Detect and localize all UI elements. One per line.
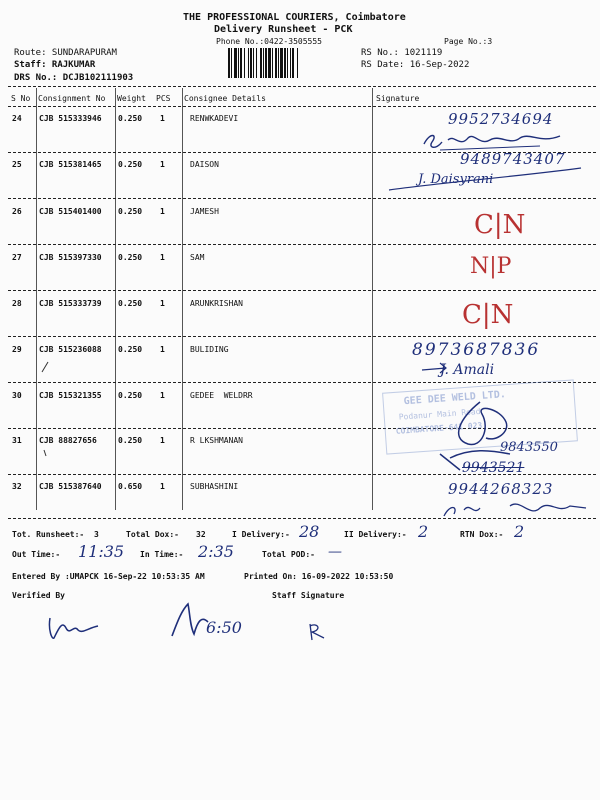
handwritten-status: N|P <box>470 254 512 279</box>
row-pcs: 1 <box>160 299 165 308</box>
row-weight: 0.250 <box>118 253 143 262</box>
row-pcs: 1 <box>160 482 165 491</box>
ink-mark <box>40 356 60 376</box>
company-name: THE PROFESSIONAL COURIERS, Coimbatore <box>183 12 406 23</box>
row-consignment: CJB 515321355 <box>39 391 102 400</box>
col-header-weight: Weight <box>117 94 146 103</box>
col-header-consignee: Consignee Details <box>184 94 266 103</box>
in-time-label: In Time:- <box>140 550 184 559</box>
row-pcs: 1 <box>160 253 165 262</box>
signature-time: 6:50 <box>206 618 242 637</box>
handwritten-signature <box>440 496 590 522</box>
ii-delivery-label: II Delivery:- <box>344 530 407 539</box>
row-consignee: RENWKADEVI <box>190 114 239 123</box>
row-weight: 0.250 <box>118 391 143 400</box>
printed-on: Printed On: 16-09-2022 10:53:50 <box>244 572 394 581</box>
row-weight: 0.250 <box>118 436 143 445</box>
barcode-bar <box>256 48 257 78</box>
row-weight: 0.250 <box>118 114 143 123</box>
col-header-sno: S No <box>11 94 31 103</box>
barcode-bar <box>297 48 298 78</box>
col-header-consignment: Consignment No <box>38 94 106 103</box>
row-divider <box>8 336 596 337</box>
row-consignment: CJB 515387640 <box>39 482 102 491</box>
barcode-bar <box>260 48 262 78</box>
out-time-value: 11:35 <box>78 542 125 561</box>
i-delivery-value: 28 <box>299 522 320 541</box>
rs-number: RS No.: 1021119 <box>361 48 443 58</box>
row-pcs: 1 <box>160 114 165 123</box>
phone-number: Phone No.:0422-3505555 <box>216 37 322 46</box>
handwritten-phone: 9944268323 <box>448 480 554 498</box>
row-consignee: R LKSHMANAN <box>190 436 243 445</box>
row-consignment: CJB 515401400 <box>39 207 102 216</box>
row-consignee: JAMESH <box>190 207 219 216</box>
row-consignee: SUBHASHINI <box>190 482 239 491</box>
total-dox-label: Total Dox:- <box>126 530 179 539</box>
barcode-bar <box>238 48 239 78</box>
handwritten-name: J. Daisyrani <box>418 172 494 187</box>
verified-by-label: Verified By <box>12 591 65 600</box>
row-consignment: CJB 515236088 <box>39 345 102 354</box>
row-divider <box>8 244 596 245</box>
row-pcs: 1 <box>160 391 165 400</box>
row-divider <box>8 198 596 199</box>
row-weight: 0.650 <box>118 482 143 491</box>
stamp-line: COIMBATORE-641 023 <box>395 420 483 436</box>
divider <box>8 86 596 87</box>
row-consignee: BULIDING <box>190 345 229 354</box>
barcode-bar <box>287 48 288 78</box>
staff: Staff: RAJKUMAR <box>14 60 96 70</box>
barcode-bar <box>244 48 245 78</box>
barcode-bar <box>278 48 279 78</box>
barcode-bar <box>228 48 230 78</box>
row-consignment: CJB 515397330 <box>39 253 102 262</box>
rs-date: RS Date: 16-Sep-2022 <box>361 60 470 70</box>
row-weight: 0.250 <box>118 207 143 216</box>
out-time-label: Out Time:- <box>12 550 61 559</box>
barcode-bar <box>272 48 273 78</box>
stamp-line: Podanur Main Road <box>398 406 481 422</box>
barcode-bar <box>263 48 264 78</box>
row-weight: 0.250 <box>118 299 143 308</box>
rtn-dox-label: RTN Dox:- <box>460 530 504 539</box>
arrow-mark <box>420 360 450 380</box>
col-header-signature: Signature <box>376 94 420 103</box>
handwritten-phone: 9489743407 <box>460 150 566 168</box>
handwritten-status: C|N <box>462 300 514 330</box>
total-runsheet-label: Tot. Runsheet:- <box>12 530 85 539</box>
row-consignee: SAM <box>190 253 205 262</box>
row-consignment: CJB 515381465 <box>39 160 102 169</box>
handwritten-underline <box>385 166 585 196</box>
row-pcs: 1 <box>160 207 165 216</box>
row-sno: 26 <box>12 207 22 216</box>
barcode-bar <box>231 48 232 78</box>
row-consignment: CJB 515333739 <box>39 299 102 308</box>
row-sno: 28 <box>12 299 22 308</box>
handwritten-status: C|N <box>474 210 526 240</box>
row-sno: 29 <box>12 345 22 354</box>
total-pod-label: Total POD:- <box>262 550 315 559</box>
divider <box>8 106 596 107</box>
entered-by: Entered By :UMAPCK 16-Sep-22 10:53:35 AM <box>12 572 205 581</box>
row-sno: 27 <box>12 253 22 262</box>
handwritten-name: J. Amali <box>440 362 495 378</box>
barcode-bar <box>290 48 291 78</box>
row-sno: 32 <box>12 482 22 491</box>
ink-mark <box>40 446 60 466</box>
total-dox-value: 32 <box>196 530 206 539</box>
barcode-bar <box>240 48 242 78</box>
barcode-bar <box>265 48 267 78</box>
row-sno: 30 <box>12 391 22 400</box>
row-divider <box>8 382 596 383</box>
i-delivery-label: I Delivery:- <box>232 530 290 539</box>
row-pcs: 1 <box>160 160 165 169</box>
verifier-signature <box>44 610 104 646</box>
row-divider <box>8 290 596 291</box>
row-consignee: GEDEE WELDRR <box>190 391 253 400</box>
handwritten-phone: 8973687836 <box>412 340 541 360</box>
barcode-bar <box>284 48 286 78</box>
in-time-value: 2:35 <box>198 542 234 561</box>
document-title: Delivery Runsheet - PCK <box>214 24 353 35</box>
row-pcs: 1 <box>160 436 165 445</box>
ii-delivery-value: 2 <box>418 522 429 541</box>
barcode-bar <box>292 48 294 78</box>
row-weight: 0.250 <box>118 345 143 354</box>
drs-number: DRS No.: DCJB102111903 <box>14 73 134 83</box>
row-consignee: ARUNKRISHAN <box>190 299 243 308</box>
row-sno: 25 <box>12 160 22 169</box>
handwritten-phone: 9952734694 <box>448 110 554 128</box>
barcode-bar <box>234 48 237 78</box>
stamp-line: GEE DEE WELD LTD. <box>403 389 507 408</box>
barcode-bar <box>253 48 254 78</box>
row-weight: 0.250 <box>118 160 143 169</box>
row-consignment: CJB 515333946 <box>39 114 102 123</box>
route: Route: SUNDARAPURAM <box>14 48 117 58</box>
col-header-pcs: PCS <box>156 94 171 103</box>
barcode-bar <box>250 48 252 78</box>
page-number: Page No.:3 <box>444 37 493 46</box>
barcode <box>228 48 356 78</box>
row-sno: 24 <box>12 114 22 123</box>
row-consignee: DAISON <box>190 160 219 169</box>
row-consignment: CJB 88827656 <box>39 436 97 445</box>
staff-signature <box>304 620 334 644</box>
row-pcs: 1 <box>160 345 165 354</box>
rtn-dox-value: 2 <box>514 522 525 541</box>
staff-signature-label: Staff Signature <box>272 591 345 600</box>
handwritten-number: 9943521 <box>462 460 525 476</box>
barcode-bar <box>275 48 277 78</box>
barcode-bar <box>280 48 283 78</box>
row-sno: 31 <box>12 436 22 445</box>
total-runsheet-value: 3 <box>94 530 99 539</box>
barcode-bar <box>268 48 271 78</box>
barcode-bar <box>248 48 249 78</box>
handwritten-number: 9843550 <box>500 440 558 455</box>
total-pod-value: — <box>328 544 342 560</box>
